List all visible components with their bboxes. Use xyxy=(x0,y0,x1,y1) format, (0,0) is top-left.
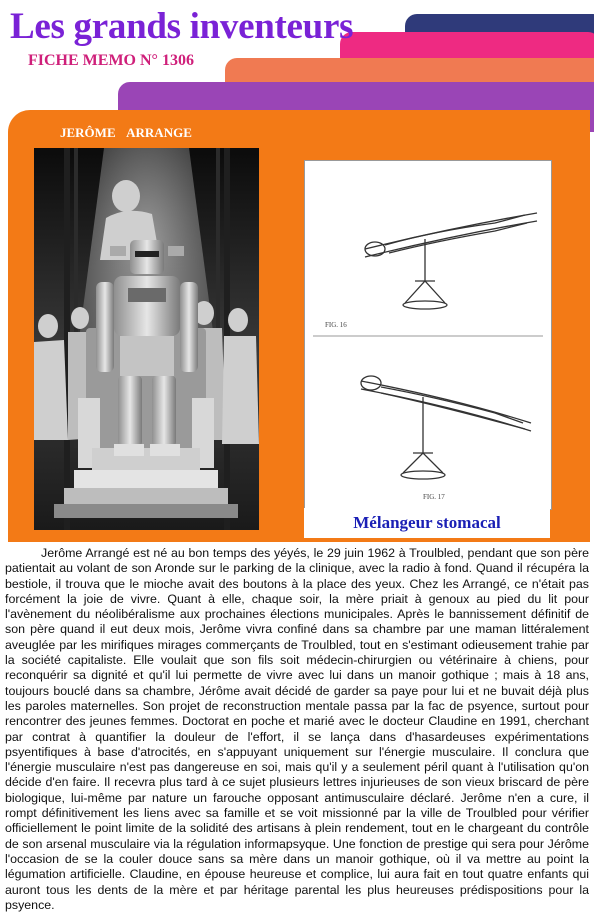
figure-caption-box xyxy=(304,508,550,538)
inventor-name: JERÔME ARRANGE xyxy=(60,125,192,140)
robot-illustration xyxy=(34,148,259,530)
robot-chair-drawing xyxy=(34,148,259,530)
stomach-mixer-diagram xyxy=(304,160,552,510)
figure-caption: Mélangeur stomacal xyxy=(353,513,501,532)
fig-label-bottom: FIG. 17 xyxy=(423,493,445,501)
mixer-figures xyxy=(305,161,551,509)
page-title: Les grands inventeurs xyxy=(10,6,354,47)
fig-label-top: FIG. 16 xyxy=(325,321,347,329)
biography-text: Jerôme Arrangé est né au bon temps des yéyés, le 29 juin 1962 à Troulbled, pendant que son père patientait au volant de son Aronde sur le parking de la clinique, avec la radio à fond. Quand il récupéra la bestiole, il trouva que le mioche avait des boutons à la place des yeux. Chez les Arrangé, ce n'était pas forcément la joie de vivre. Quant à elle, chaque soir, la mère priait à genoux au pied du lit pour l'avènement du néolibéralisme aux prochaines élections municipales. Après le bannissement définitif de son père quand il eut deux mois, Jerôme vivra confiné dans sa chambre par une maman littéralement aveuglée par les mirifiques mirages commerçants de Troulbled, tout en s'estimant odieusement trahie par la société capitaliste. Elle voulait que son fils soit médecin-chirurgien ou vétérinaire à chiens, pour reconquérir sa dignité et qu'il lui permette de vivre avec lui dans un manoir gothique ; mais à 18 ans, toujours bouclé dans sa chambre, Jérôme avait décidé de garder sa paye pour lui et ne buvait déjà plus les paroles maternelles. Son projet de reconstruction mentale passa par la fac de psyence, surtout pour rencontrer des jeunes femmes. Doctorat en poche et marié avec le docteur Claudine en 1991, cherchant par contrat à quantifier la douleur de l'effort, il se lança dans d'hasardeuses expérimentations psyentifiques à base d'atrocités, en s'appuyant uniquement sur l'énergie musculaire. Il conclura que l'énergie musculaire n'est pas dangereuse en soi, mais qu'il y a seulement péril quant à l'utilisation qu'on décide d'en faire. Il recevra plus tard à ce sujet plusieurs lettres injurieuses de son vieux briscard de père biologique, lui-même par nature un farouche opposant antimusculaire déclaré. Jerôme n'en a cure, il rompt définitivement les liens avec sa famille et se voit missionné par la ville de Troulbled pour vérifier officiellement le point limite de la solidité des artisans à plein rendement, tout en le chargeant du contrôle de son arsenal musculaire via la régulation informapsyque. Une fonction de prestige qui sera pour Jérôme l'occasion de se la couler douce sans sa mère dans un manoir gothique, où il va mettre au point la légumation artificielle. Claudine, en épouse heureuse et complice, lui aura fait en tout quatre enfants qui auront tous les dents de la mère et par héritage parental les plus heureuses prédispositions pour la psyence. xyxy=(5,546,589,912)
memo-number: FICHE MEMO N° 1306 xyxy=(28,52,194,69)
